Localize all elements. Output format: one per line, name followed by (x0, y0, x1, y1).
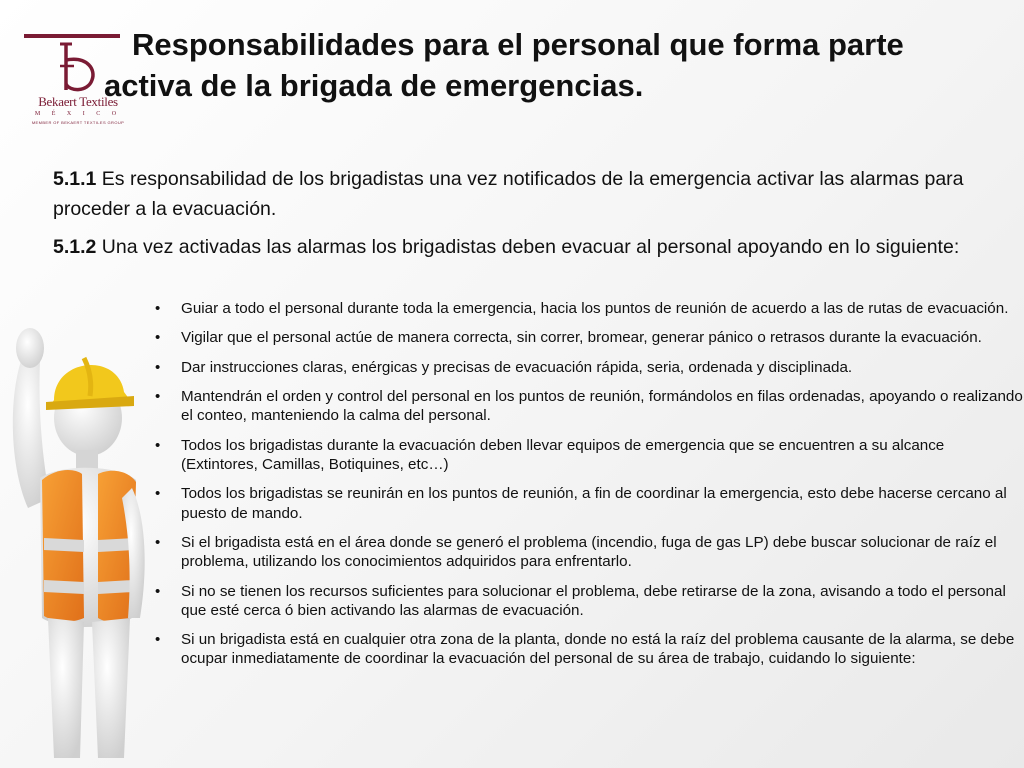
right-leg (92, 618, 130, 758)
reflective-stripe (44, 538, 84, 552)
bullet-icon: • (155, 485, 161, 503)
bullet-icon: • (155, 533, 161, 551)
slide-title-line-1: Responsabilidades para el personal que forma parte (132, 27, 904, 62)
safety-worker-illustration (0, 318, 150, 768)
paragraph-text: Una vez activadas las alarmas los brigadistas deben evacuar al personal apoyando en lo siguiente: (96, 236, 960, 258)
list-item (155, 328, 1024, 347)
responsibility-list (155, 299, 1024, 679)
slide-title (104, 24, 1004, 106)
logo-country: M É X I C O (34, 111, 122, 117)
paragraph-5-1-2 (53, 232, 1003, 262)
list-item (155, 533, 1024, 571)
logo-company-name: Bekaert Textiles (38, 94, 118, 109)
list-item-text: Si el brigadista está en el área donde se generó el problema (incendio, fuga de gas LP) debe buscar solucionar de raíz el problema, utilizando los conocimientos adquiridos para enfrentarlo. (181, 533, 997, 571)
list-item-text: Todos los brigadistas se reunirán en los puntos de reunión, a fin de coordinar la emergencia, esto debe hacerse cercano al puesto de mando. (181, 485, 1007, 522)
list-item (155, 387, 1024, 425)
list-item (155, 358, 1024, 377)
reflective-stripe (98, 580, 133, 594)
bullet-icon: • (155, 329, 161, 347)
paragraph-5-1-1 (53, 164, 1003, 224)
list-item (155, 436, 1024, 474)
list-item-text: Si un brigadista está en cualquier otra zona de la planta, donde no está la raíz del problema causante de la alarma, se debe ocupar inmediatamente de coordinar la evacuación del personal de su área de trabajo, cuidando lo siguiente: (181, 631, 1015, 668)
left-leg (48, 618, 84, 758)
list-item-text: Mantendrán el orden y control del personal en los puntos de reunión, formándolos en filas ordenadas, apoyando o realizando el conteo, manteniendo la calma del personal. (181, 388, 1023, 425)
bullet-icon: • (155, 436, 161, 454)
list-item (155, 630, 1024, 668)
bullet-icon: • (155, 388, 161, 406)
bt-monogram-icon (52, 42, 102, 94)
bullet-icon: • (155, 582, 161, 600)
logo-tagline: MEMBER OF BEKAERT TEXTILES GROUP (31, 120, 125, 125)
paragraph-text: Es responsabilidad de los brigadistas una vez notificados de la emergencia activar las alarmas para proceder a la evacuación. (53, 168, 964, 220)
bullet-icon: • (155, 358, 161, 376)
paragraph-number: 5.1.2 (53, 236, 97, 258)
paragraph-number: 5.1.1 (53, 168, 97, 190)
list-item-text: Guiar a todo el personal durante toda la emergencia, hacia los puntos de reunión de acuerdo a las de rutas de evacuación. (181, 300, 1009, 317)
list-item (155, 299, 1024, 318)
bullet-icon: • (155, 631, 161, 649)
list-item-text: Todos los brigadistas durante la evacuación deben llevar equipos de emergencia que se encuentren a su alcance (Extintores, Camillas, Botiquines, etc…) (181, 436, 945, 473)
slide-title-line-2: activa de la brigada de emergencias. (104, 68, 644, 103)
bullet-icon: • (155, 300, 161, 317)
list-item (155, 484, 1024, 522)
list-item-text: Vigilar que el personal actúe de manera correcta, sin correr, bromear, generar pánico o retrasos durante la evacuación. (181, 329, 982, 347)
list-item (155, 582, 1024, 620)
hand (16, 328, 44, 368)
reflective-stripe (44, 580, 84, 594)
list-item-text: Dar instrucciones claras, enérgicas y precisas de evacuación rápida, seria, ordenada y disciplinada. (181, 358, 853, 376)
neck (76, 450, 98, 470)
list-item-text: Si no se tienen los recursos suficientes para solucionar el problema, debe retirarse de la zona, avisando a todo el personal que esté cerca ó bien activando las alarmas de evacuación. (181, 582, 1006, 619)
